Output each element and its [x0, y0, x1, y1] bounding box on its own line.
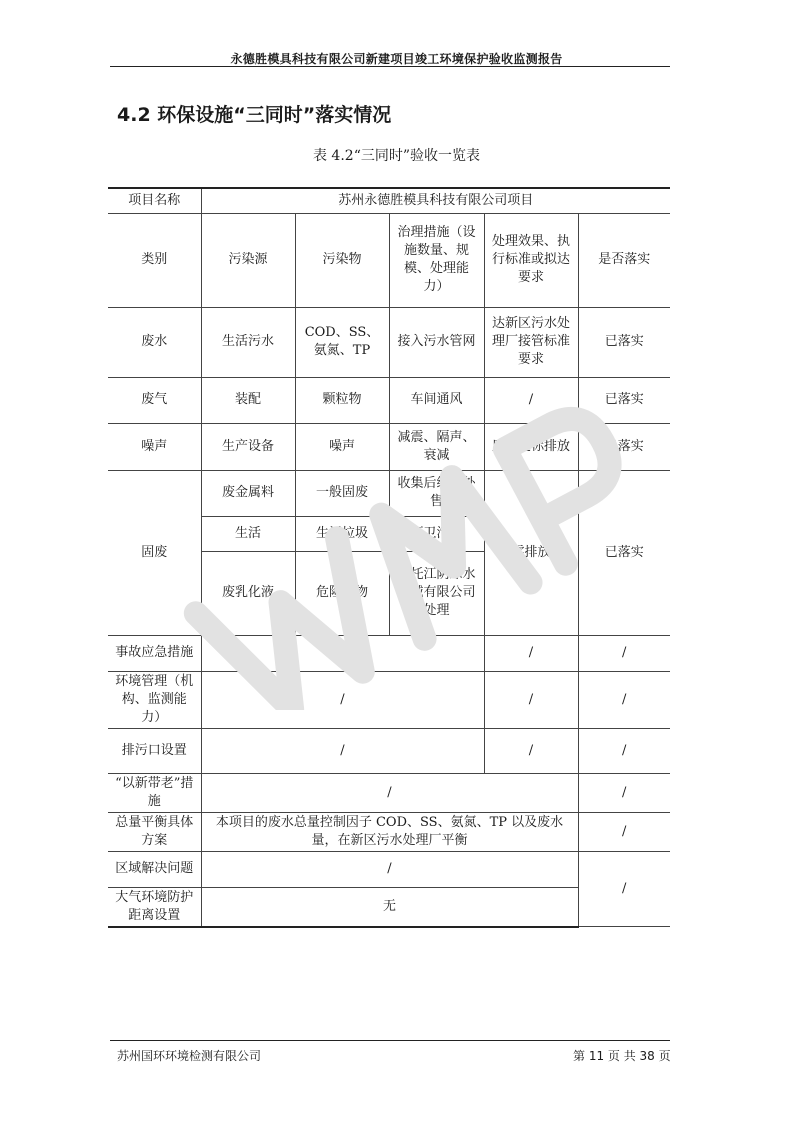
noise-category: 噪声 [108, 423, 201, 470]
wastegas-pollutant: 颗粒物 [295, 377, 389, 423]
emergency-label: 事故应急措施 [108, 635, 201, 671]
solid-measure: 收集后统一外售 [389, 470, 484, 516]
env-mgmt-value: / [201, 671, 484, 728]
noise-measure: 减震、隔声、衰减 [389, 423, 484, 470]
noise-pollutant: 噪声 [295, 423, 389, 470]
header-category: 类别 [108, 213, 201, 307]
outlet-value: / [201, 728, 484, 773]
table-row [108, 635, 670, 671]
regional-value: / [201, 851, 578, 887]
emergency-implemented: / [578, 635, 670, 671]
table-row [108, 470, 670, 516]
table-row [108, 812, 670, 851]
footer-company: 苏州国环环境检测有限公司 [117, 1049, 262, 1063]
solid-category: 固废 [108, 470, 201, 635]
table-row [108, 773, 670, 812]
balance-label: 总量平衡具体方案 [108, 812, 201, 851]
table-row [108, 851, 670, 887]
solid-source: 生活 [201, 516, 295, 551]
solid-measure: 委托江阴绿水机械有限公司处理 [389, 551, 484, 635]
wastewater-category: 废水 [108, 307, 201, 377]
wastegas-implemented: 已落实 [578, 377, 670, 423]
emergency-value: / [201, 635, 484, 671]
wastewater-source: 生活污水 [201, 307, 295, 377]
report-header-title: 永德胜模具科技有限公司新建项目竣工环境保护验收监测报告 [230, 52, 563, 66]
table-row [108, 671, 670, 728]
noise-effect: 厂界达标排放 [484, 423, 578, 470]
header-source: 污染源 [201, 213, 295, 307]
header-implemented: 是否落实 [578, 213, 670, 307]
emergency-effect: / [484, 635, 578, 671]
wastewater-measure: 接入污水管网 [389, 307, 484, 377]
wastewater-effect: 达新区污水处理厂接管标准要求 [484, 307, 578, 377]
header-divider [110, 66, 670, 67]
solid-effect: 零排放 [484, 470, 578, 635]
table-row [108, 423, 670, 470]
outlet-effect: / [484, 728, 578, 773]
last-implemented: / [578, 851, 670, 927]
header-pollutant: 污染物 [295, 213, 389, 307]
solid-implemented: 已落实 [578, 470, 670, 635]
air-distance-label: 大气环境防护距离设置 [108, 887, 201, 927]
solid-pollutant: 危险废物 [295, 551, 389, 635]
old-new-implemented: / [578, 773, 670, 812]
env-mgmt-effect: / [484, 671, 578, 728]
wastewater-implemented: 已落实 [578, 307, 670, 377]
solid-source: 废乳化液 [201, 551, 295, 635]
wastegas-measure: 车间通风 [389, 377, 484, 423]
balance-value: 本项目的废水总量控制因子 COD、SS、氨氮、TP 以及废水量，在新区污水处理厂平衡 [201, 812, 578, 851]
wastegas-source: 装配 [201, 377, 295, 423]
solid-pollutant: 一般固废 [295, 470, 389, 516]
three-simultaneous-table [108, 187, 670, 928]
noise-implemented: 已落实 [578, 423, 670, 470]
header-measure: 治理措施（设施数量、规模、处理能力） [389, 213, 484, 307]
solid-measure: 环卫清运 [389, 516, 484, 551]
section-title: 4.2 环保设施“三同时”落实情况 [117, 104, 392, 126]
footer-divider [110, 1040, 670, 1041]
wastewater-pollutant: COD、SS、氨氮、TP [295, 307, 389, 377]
project-name-value: 苏州永德胜模具科技有限公司项目 [201, 188, 670, 213]
table-row [108, 728, 670, 773]
outlet-label: 排污口设置 [108, 728, 201, 773]
noise-source: 生产设备 [201, 423, 295, 470]
wastegas-effect: / [484, 377, 578, 423]
old-new-label: “以新带老”措施 [108, 773, 201, 812]
wastegas-category: 废气 [108, 377, 201, 423]
footer-page-number: 第 11 页 共 38 页 [573, 1049, 671, 1063]
env-mgmt-label: 环境管理（机构、监测能力） [108, 671, 201, 728]
solid-source: 废金属料 [201, 470, 295, 516]
table-header-row [108, 213, 670, 307]
header-effect: 处理效果、执行标准或拟达要求 [484, 213, 578, 307]
env-mgmt-implemented: / [578, 671, 670, 728]
project-name-label: 项目名称 [108, 188, 201, 213]
outlet-implemented: / [578, 728, 670, 773]
table-row [108, 377, 670, 423]
table-row [108, 188, 670, 213]
air-distance-value: 无 [201, 887, 578, 927]
table-row [108, 307, 670, 377]
balance-implemented: / [578, 812, 670, 851]
table-caption: 表 4.2“三同时”验收一览表 [312, 148, 481, 164]
old-new-value: / [201, 773, 578, 812]
regional-label: 区域解决问题 [108, 851, 201, 887]
solid-pollutant: 生活垃圾 [295, 516, 389, 551]
